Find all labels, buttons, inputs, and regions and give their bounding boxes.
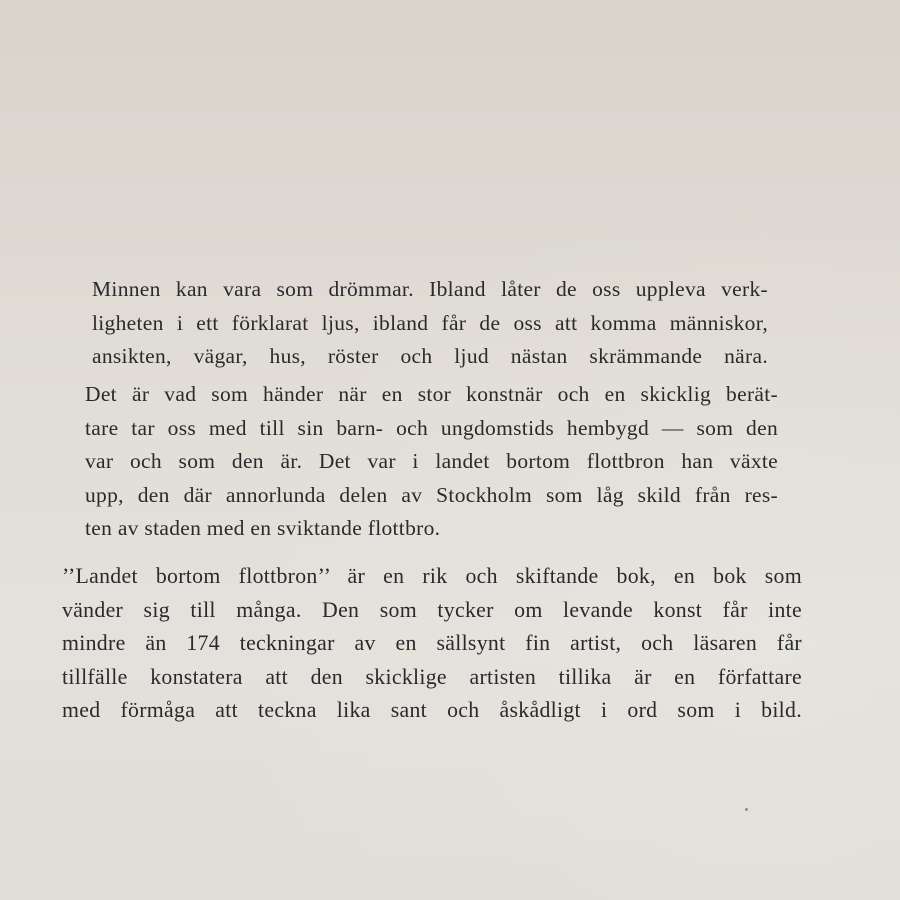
paragraph-1 [92, 273, 768, 374]
paragraph-3-line-3: mindre än 174 teckningar av en sällsynt fin artist, och läsaren får [62, 631, 802, 655]
paragraph-3-line-5: med förmåga att teckna lika sant och åskådligt i ord som i bild. [62, 698, 802, 722]
paragraph-2-line-5: ten av staden med en sviktande flottbro. [85, 516, 441, 540]
paragraph-1-line-2: ligheten i ett förklarat ljus, ibland får de oss att komma människor, [92, 310, 768, 335]
paragraph-2-line-2: tare tar oss med till sin barn- och ungdomstids hembygd — som den [85, 415, 778, 440]
paragraph-2-line-3: var och som den är. Det var i landet bortom flottbron han växte [85, 449, 778, 473]
paragraph-3-line-2: vänder sig till många. Den som tycker om levande konst får inte [62, 597, 802, 622]
paragraph-1-line-1: Minnen kan vara som drömmar. Ibland låter de oss uppleva verk- [92, 277, 768, 301]
paragraph-2 [85, 378, 778, 546]
paragraph-3 [62, 560, 802, 728]
paragraph-3-line-4: tillfälle konstatera att den skicklige artisten tillika är en författare [62, 664, 802, 689]
paragraph-2-line-4: upp, den där annorlunda delen av Stockholm som låg skild från res- [85, 482, 778, 507]
paragraph-2-line-1: Det är vad som händer när en stor konstnär och en skicklig berät- [85, 382, 778, 406]
paragraph-1-line-3: ansikten, vägar, hus, röster och ljud nästan skrämmande nära. [92, 344, 768, 368]
paragraph-3-line-1: ’’Landet bortom flottbron’’ är en rik och skiftande bok, en bok som [62, 564, 802, 588]
paper-speck [745, 808, 748, 811]
